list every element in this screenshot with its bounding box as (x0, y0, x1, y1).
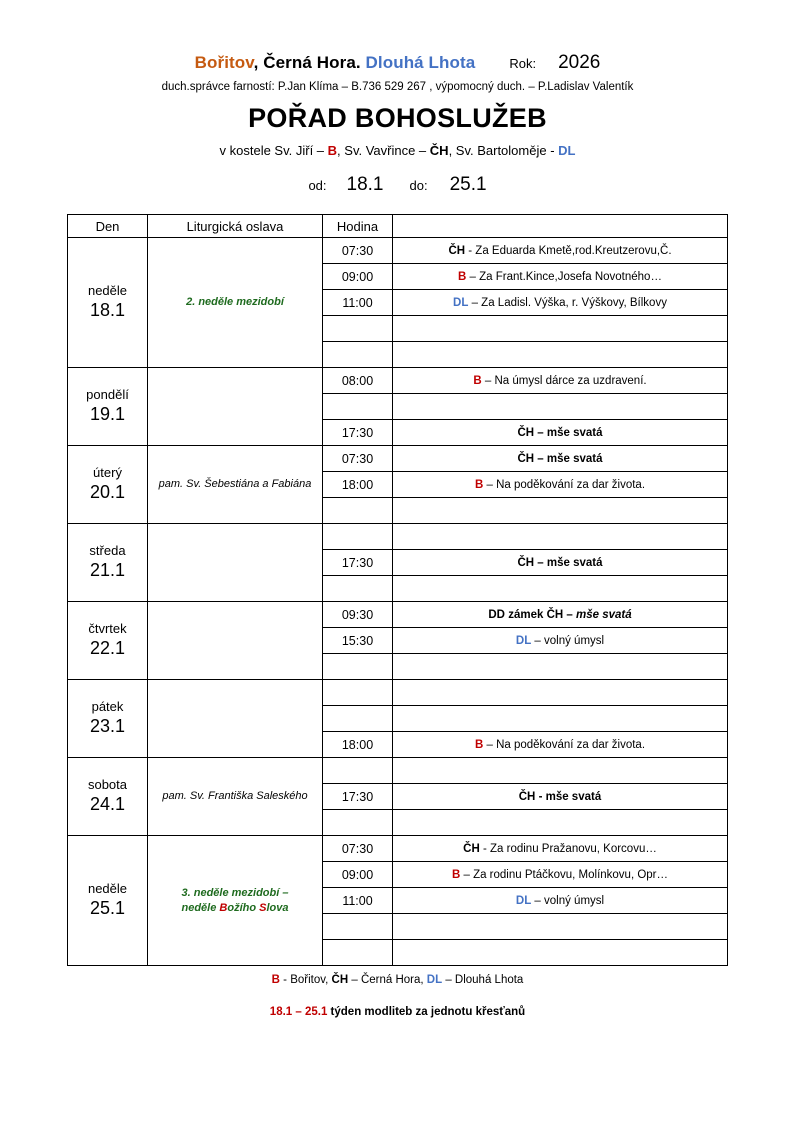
column-header-hour: Hodina (323, 215, 393, 238)
intention-text: - Za Eduarda Kmetě,rod.Kreutzerovu,Č. (465, 244, 672, 257)
day-cell (68, 238, 148, 368)
church-code-dl: DL (558, 143, 576, 158)
intention-cell (393, 446, 728, 472)
day-name: úterý (93, 465, 122, 481)
table-header-row (68, 215, 728, 238)
intention-text: – volný úmysl (531, 894, 605, 907)
hour-cell: 09:30 (323, 602, 393, 628)
churches-mid2: , Sv. Bartoloměje - (448, 143, 559, 158)
intention-text: – volný úmysl (531, 634, 605, 647)
church-tag: B (458, 270, 467, 283)
day-cell (68, 758, 148, 836)
hour-cell: 17:30 (323, 550, 393, 576)
hour-cell (323, 914, 393, 940)
title-row (0, 52, 795, 74)
legend-ch-text: – Černá Hora, (348, 974, 427, 986)
legend-dl: DL (426, 974, 443, 986)
day-date: 25.1 (89, 898, 126, 919)
intention-cell (393, 914, 728, 940)
legend-b-text: - Bořitov, (279, 974, 332, 986)
churches-prefix: v kostele Sv. Jiří – (219, 143, 328, 158)
intention-cell (393, 628, 728, 654)
column-header-day: Den (68, 215, 148, 238)
table-row (68, 238, 728, 264)
administrator-line: duch.správce farností: P.Jan Klíma – B.736 529 267 , výpomocný duch. – P.Ladislav Valentík (161, 81, 634, 93)
day-name: pátek (91, 699, 124, 715)
schedule-table (67, 214, 728, 966)
church-tag: ČH (517, 452, 535, 465)
intention-cell (393, 264, 728, 290)
hour-cell: 08:00 (323, 368, 393, 394)
hour-cell (323, 680, 393, 706)
church-tag: B (473, 374, 482, 387)
day-cell (68, 680, 148, 758)
hour-cell: 11:00 (323, 290, 393, 316)
day-date: 20.1 (89, 482, 126, 503)
to-value: 25.1 (449, 174, 487, 195)
day-cell (68, 836, 148, 966)
hour-cell: 18:00 (323, 732, 393, 758)
intention-text: – mše svatá (534, 556, 603, 569)
footnote (0, 1006, 795, 1018)
footnote-text: týden modliteb za jednotu křesťanů (327, 1006, 526, 1018)
church-tag: ČH (517, 556, 535, 569)
church-tag: DL (453, 296, 469, 309)
hour-cell (323, 394, 393, 420)
liturgy-text-line2: neděle Božího Slova (181, 901, 289, 914)
church-tag: B (451, 868, 461, 881)
parish-sep1: , (253, 53, 264, 72)
hour-cell: 07:30 (323, 836, 393, 862)
liturgy-cell (148, 680, 323, 758)
intention-text: - Za rodinu Pražanovu, Korcovu… (479, 842, 657, 855)
intention-cell (393, 524, 728, 550)
day-name: pondělí (86, 387, 129, 403)
intention-text: – mše svatá (534, 426, 603, 439)
parish-title (195, 53, 476, 73)
intention-cell (393, 498, 728, 524)
intention-cell (393, 680, 728, 706)
parish-cerna-hora: Černá Hora. (263, 53, 361, 72)
church-tag: B (474, 478, 484, 491)
day-name: středa (89, 543, 126, 559)
intention-text: – Za rodinu Ptáčkovu, Molínkovu, Opr… (460, 868, 669, 881)
intention-text: zámek ČH – mše svatá (505, 608, 632, 621)
intention-cell (393, 888, 728, 914)
intention-cell (393, 654, 728, 680)
intention-text: – Na poděkování za dar života. (483, 738, 646, 751)
church-code-ch: ČH (429, 143, 449, 158)
hour-cell: 11:00 (323, 888, 393, 914)
legend (0, 974, 795, 986)
church-code-b: B (327, 143, 338, 158)
intention-cell (393, 732, 728, 758)
hour-cell: 09:00 (323, 862, 393, 888)
day-date: 22.1 (89, 638, 126, 659)
column-header-intention (393, 215, 728, 238)
churches-mid1: , Sv. Vavřince – (337, 143, 430, 158)
hour-cell: 07:30 (323, 238, 393, 264)
intention-text: – mše svatá (534, 452, 603, 465)
date-range (0, 174, 795, 196)
intention-cell (393, 576, 728, 602)
day-date: 21.1 (89, 560, 126, 581)
hour-cell (323, 758, 393, 784)
table-row (68, 368, 728, 394)
liturgy-cell (148, 524, 323, 602)
day-cell (68, 368, 148, 446)
intention-cell (393, 862, 728, 888)
intention-cell (393, 368, 728, 394)
intention-cell (393, 940, 728, 966)
intention-cell (393, 836, 728, 862)
intention-text: – Za Ladisl. Výška, r. Výškovy, Bílkovy (468, 296, 667, 309)
intention-cell (393, 784, 728, 810)
intention-cell (393, 394, 728, 420)
table-row (68, 602, 728, 628)
table-row (68, 524, 728, 550)
church-tag: DL (515, 634, 532, 647)
day-date: 23.1 (89, 716, 126, 737)
intention-text: – Za Frant.Kince,Josefa Novotného… (466, 270, 662, 283)
legend-b: B (271, 974, 280, 986)
hour-cell: 18:00 (323, 472, 393, 498)
from-value: 18.1 (346, 174, 384, 195)
day-name: sobota (87, 777, 128, 793)
liturgy-text: pam. Sv. Šebestiána a Fabiána (158, 478, 312, 491)
hour-cell (323, 524, 393, 550)
churches-line (0, 143, 795, 158)
intention-cell (393, 550, 728, 576)
hour-cell: 17:30 (323, 420, 393, 446)
day-date: 24.1 (89, 794, 126, 815)
intention-text: - mše svatá (535, 790, 602, 803)
from-label: od: (308, 178, 327, 193)
document-header (0, 0, 795, 196)
year-value: 2026 (558, 52, 601, 73)
hour-cell (323, 316, 393, 342)
church-tag: B (474, 738, 484, 751)
church-tag: ČH (517, 426, 535, 439)
hour-cell (323, 342, 393, 368)
to-label: do: (409, 178, 428, 193)
table-row (68, 680, 728, 706)
day-name: neděle (87, 881, 128, 897)
day-cell (68, 446, 148, 524)
intention-cell (393, 316, 728, 342)
column-header-liturgy: Liturgická oslava (148, 215, 323, 238)
church-tag: DL (515, 894, 532, 907)
legend-ch: ČH (331, 974, 349, 986)
table-row (68, 836, 728, 862)
intention-cell (393, 420, 728, 446)
hour-cell (323, 654, 393, 680)
table-row (68, 758, 728, 784)
year-block (509, 52, 600, 74)
table-row (68, 446, 728, 472)
day-name: neděle (87, 283, 128, 299)
intention-cell (393, 602, 728, 628)
liturgy-text: 2. neděle mezidobí (186, 296, 284, 309)
day-date: 18.1 (89, 300, 126, 321)
intention-cell (393, 706, 728, 732)
liturgy-cell (148, 238, 323, 368)
intention-cell (393, 810, 728, 836)
liturgy-cell (148, 446, 323, 524)
intention-cell (393, 238, 728, 264)
hour-cell (323, 498, 393, 524)
hour-cell: 17:30 (323, 784, 393, 810)
hour-cell: 07:30 (323, 446, 393, 472)
liturgy-cell (148, 368, 323, 446)
day-name: čtvrtek (88, 621, 127, 637)
parish-dlouha-lhota: Dlouhá Lhota (365, 53, 476, 72)
intention-cell (393, 342, 728, 368)
intention-text: – Na poděkování za dar života. (483, 478, 646, 491)
church-tag: ČH (463, 842, 480, 855)
intention-cell (393, 758, 728, 784)
hour-cell (323, 940, 393, 966)
church-tag: DD (488, 608, 505, 621)
hour-cell (323, 706, 393, 732)
hour-cell: 09:00 (323, 264, 393, 290)
footnote-date: 18.1 – 25.1 (269, 1006, 328, 1018)
liturgy-cell (148, 758, 323, 836)
church-tag: ČH (518, 790, 536, 803)
intention-cell (393, 290, 728, 316)
church-tag: ČH (448, 244, 466, 257)
year-label: Rok: (509, 56, 537, 71)
parish-boritov: Bořitov (194, 53, 254, 72)
day-date: 19.1 (89, 404, 126, 425)
liturgy-cell (148, 602, 323, 680)
day-cell (68, 524, 148, 602)
intention-cell (393, 472, 728, 498)
liturgy-text: pam. Sv. Františka Saleského (162, 790, 308, 803)
legend-dl-text: – Dlouhá Lhota (442, 974, 524, 986)
liturgy-text: 3. neděle mezidobí – (181, 887, 289, 900)
hour-cell (323, 576, 393, 602)
intention-text: – Na úmysl dárce za uzdravení. (481, 374, 647, 387)
day-cell (68, 602, 148, 680)
liturgy-cell (148, 836, 323, 966)
page-title: POŘAD BOHOSLUŽEB (248, 103, 547, 133)
schedule-body (68, 238, 728, 966)
hour-cell: 15:30 (323, 628, 393, 654)
hour-cell (323, 810, 393, 836)
